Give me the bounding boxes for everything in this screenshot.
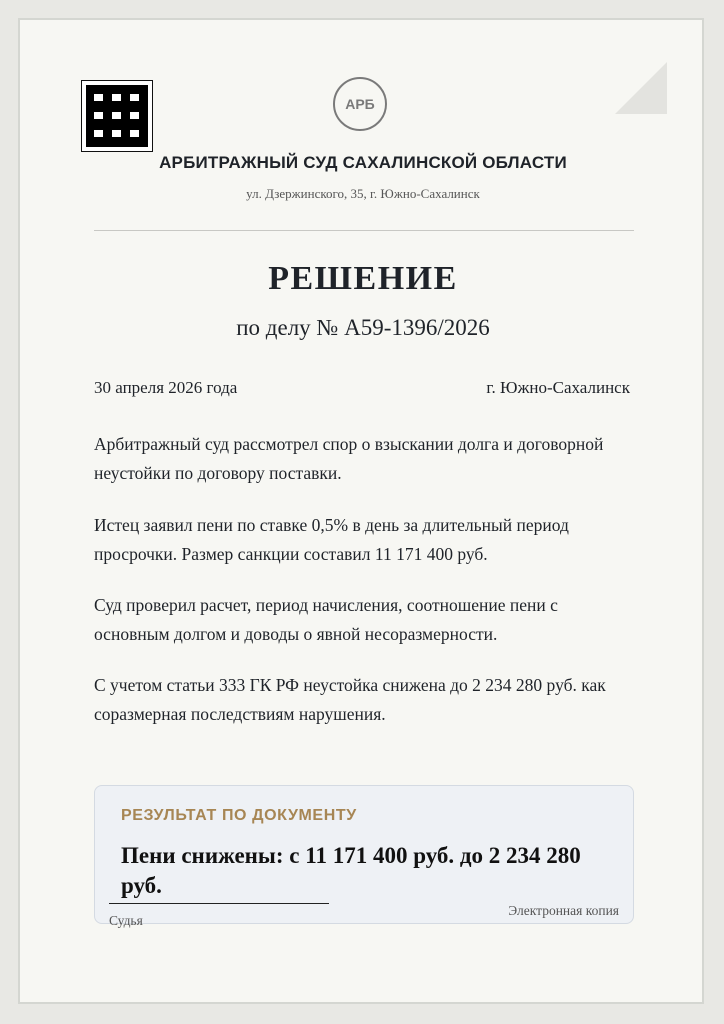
result-box [94, 785, 634, 928]
court-emblem-icon [333, 77, 387, 131]
court-name: АРБИТРАЖНЫЙ СУД САХАЛИНСКОЙ ОБЛАСТИ [159, 153, 567, 172]
emblem-text: АРБ [345, 96, 375, 112]
paragraph: Истец заявил пени по ставке 0,5% в день за длительный период просрочки. Размер санкции составил 11 171 400 руб. [94, 515, 569, 564]
decision-city: г. Южно-Сахалинск [486, 378, 630, 397]
case-number: по делу № А59-1396/2026 [236, 315, 490, 340]
court-address: ул. Дзержинского, 35, г. Южно-Сахалинск [246, 186, 480, 201]
paragraph: С учетом статьи 333 ГК РФ неустойка снижена до 2 234 280 руб. как соразмерная последствиям нарушения. [94, 675, 606, 724]
signature-line [109, 903, 329, 904]
page-corner-fold [615, 62, 667, 114]
paragraph: Суд проверил расчет, период начисления, соотношение пени с основным долгом и доводы о явной несоразмерности. [94, 595, 558, 644]
document-page [18, 18, 704, 1004]
electronic-copy-label: Электронная копия [508, 903, 619, 918]
judge-label: Судья [109, 913, 143, 928]
paragraph: Арбитражный суд рассмотрел спор о взыскании долга и договорной неустойки по договору поставки. [94, 434, 604, 483]
result-label: РЕЗУЛЬТАТ ПО ДОКУМЕНТУ [121, 807, 357, 824]
result-text: Пени снижены: с 11 171 400 руб. до 2 234 280 руб. [121, 843, 581, 898]
header-divider [94, 230, 634, 231]
decision-date: 30 апреля 2026 года [94, 378, 238, 397]
document-title: РЕШЕНИЕ [268, 260, 458, 297]
qr-code-icon [81, 80, 153, 152]
